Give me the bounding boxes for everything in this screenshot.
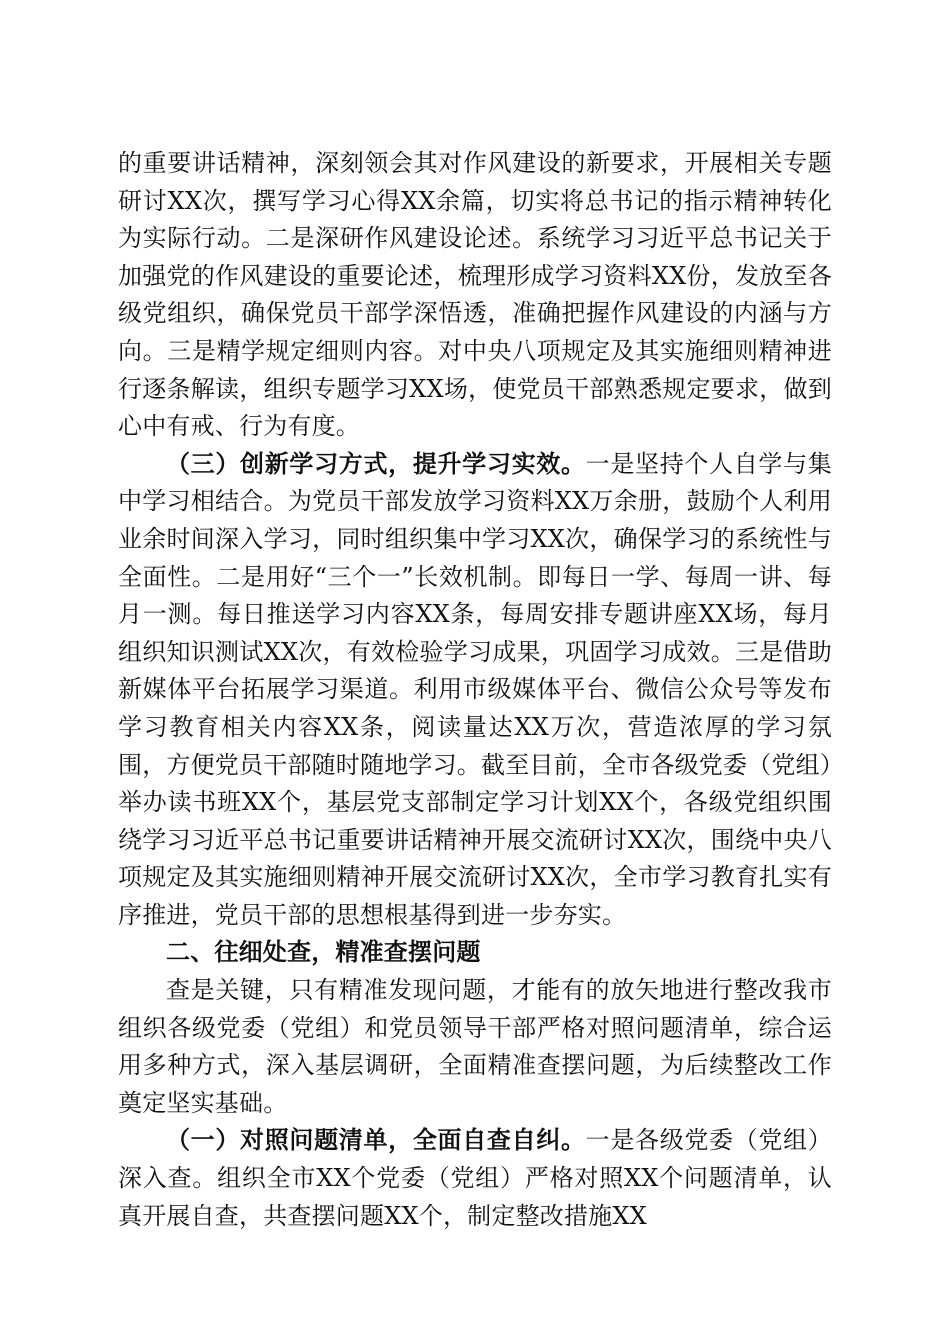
paragraph-self-check (118, 1122, 832, 1235)
paragraph-text: 查是关键，只有精准发现问题，才能有的放矢地进行整改我市组织各级党委（党组）和党员领导干部严格对照问题清单，综合运用多种方式，深入基层调研，全面精准查摆问题，为后续整改工作奠定坚实基础。 (118, 976, 832, 1117)
paragraph-study-content (118, 145, 832, 446)
paragraph-lead: （一）对照问题清单，全面自查自纠。 (166, 1126, 586, 1155)
paragraph-innovate-study (118, 446, 832, 935)
paragraph-check-intro (118, 972, 832, 1122)
paragraph-text: 的重要讲话精神，深刻领会其对作风建设的新要求，开展相关专题研讨XX次，撰写学习心得XX余篇，切实将总书记的指示精神转化为实际行动。二是深研作风建设论述。系统学习习近平总书记关于加强党的作风建设的重要论述，梳理形成学习资料XX份，发放至各级党组织，确保党员干部学深悟透，准确把握作风建设的内涵与方向。三是精学规定细则内容。对中央八项规定及其实施细则精神进行逐条解读，组织专题学习XX场，使党员干部熟悉规定要求，做到心中有戒、行为有度。 (118, 149, 832, 441)
document-body (118, 145, 832, 1235)
paragraph-lead: （三）创新学习方式，提升学习实效。 (166, 449, 586, 478)
paragraph-text: 一是坚持个人自学与集中学习相结合。为党员干部发放学习资料XX万余册，鼓励个人利用业余时间深入学习，同时组织集中学习XX次，确保学习的系统性与全面性。二是用好“三个一”长效机制。即每日一学、每周一讲、每月一测。每日推送学习内容XX条，每周安排专题讲座XX场，每月组织知识测试XX次，有效检验学习成果，巩固学习成效。三是借助新媒体平台拓展学习渠道。利用市级媒体平台、微信公众号等发布学习教育相关内容XX条，阅读量达XX万次，营造浓厚的学习氛围，方便党员干部随时随地学习。截至目前，全市各级党委（党组）举办读书班XX个，基层党支部制定学习计划XX个，各级党组织围绕学习习近平总书记重要讲话精神开展交流研讨XX次，围绕中央八项规定及其实施细则精神开展交流研讨XX次，全市学习教育扎实有序推进，党员干部的思想根基得到进一步夯实。 (118, 449, 832, 929)
paragraph-text: 一是各级党委（党组）深入查。组织全市XX个党委（党组）严格对照XX个问题清单，认真开展自查，共查摆问题XX个，制定整改措施XX (118, 1126, 832, 1230)
section-heading: 二、往细处查，精准查摆问题 (166, 938, 481, 967)
